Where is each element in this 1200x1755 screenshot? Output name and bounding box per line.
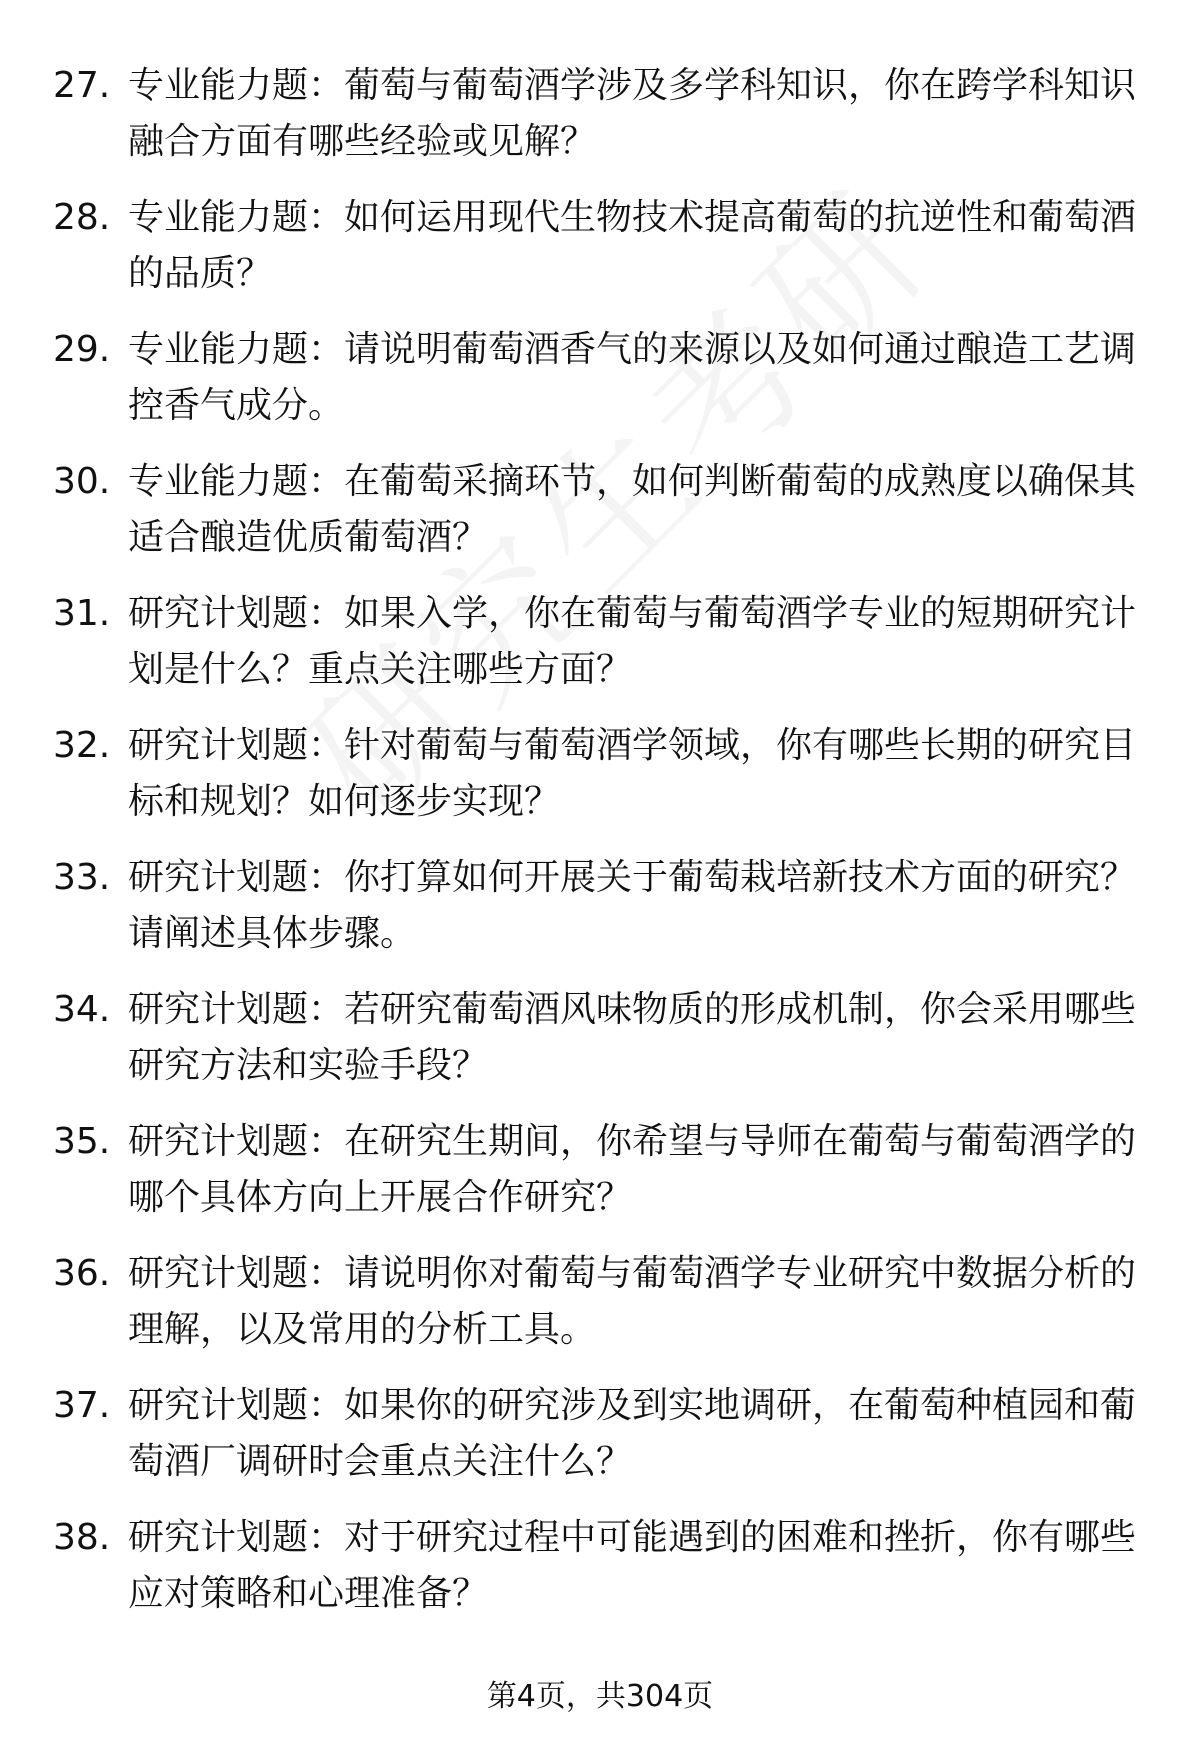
question-text-line: 请阐述具体步骤。 <box>128 913 417 954</box>
question-number: 38. <box>53 1517 111 1558</box>
question-number: 28. <box>53 197 111 238</box>
question-text-line: 研究计划题：你打算如何开展关于葡萄栽培新技术方面的研究？ <box>128 857 1137 898</box>
question-number: 30. <box>53 461 111 502</box>
question-item <box>0 1378 1200 1510</box>
question-text-line: 融合方面有哪些经验或见解？ <box>128 121 597 162</box>
page-number-footer: 第4页，共304页 <box>486 1679 714 1714</box>
question-text-line: 适合酿造优质葡萄酒？ <box>128 517 489 558</box>
question-text-line: 划是什么？重点关注哪些方面？ <box>128 649 633 690</box>
question-text-line: 研究计划题：在研究生期间，你希望与导师在葡萄与葡萄酒学的 <box>128 1121 1137 1162</box>
question-item <box>0 1114 1200 1246</box>
question-item <box>0 1510 1200 1642</box>
question-item <box>0 190 1200 322</box>
question-item <box>0 1246 1200 1378</box>
question-text-line: 研究计划题：针对葡萄与葡萄酒学领域，你有哪些长期的研究目 <box>128 725 1137 766</box>
question-number: 31. <box>53 593 111 634</box>
question-item <box>0 982 1200 1114</box>
question-number: 34. <box>53 989 111 1030</box>
question-text-line: 萄酒厂调研时会重点关注什么？ <box>128 1441 633 1482</box>
question-list <box>0 58 1200 1642</box>
question-item <box>0 718 1200 850</box>
question-text-line: 标和规划？如何逐步实现？ <box>128 781 561 822</box>
question-item <box>0 850 1200 982</box>
question-text-line: 研究计划题：请说明你对葡萄与葡萄酒学专业研究中数据分析的 <box>128 1253 1137 1294</box>
question-text-line: 研究方法和实验手段？ <box>128 1045 489 1086</box>
question-text-line: 理解，以及常用的分析工具。 <box>128 1309 597 1350</box>
question-text-line: 专业能力题：在葡萄采摘环节，如何判断葡萄的成熟度以确保其 <box>128 461 1137 502</box>
question-text-line: 研究计划题：若研究葡萄酒风味物质的形成机制，你会采用哪些 <box>128 989 1137 1030</box>
question-item <box>0 586 1200 718</box>
question-number: 33. <box>53 857 111 898</box>
question-text-line: 哪个具体方向上开展合作研究？ <box>128 1177 633 1218</box>
question-number: 37. <box>53 1385 111 1426</box>
question-text-line: 研究计划题：如果入学，你在葡萄与葡萄酒学专业的短期研究计 <box>128 593 1137 634</box>
question-number: 35. <box>53 1121 111 1162</box>
question-text-line: 专业能力题：如何运用现代生物技术提高葡萄的抗逆性和葡萄酒 <box>128 197 1137 238</box>
question-text-line: 应对策略和心理准备？ <box>128 1573 489 1614</box>
question-item <box>0 58 1200 190</box>
question-number: 32. <box>53 725 111 766</box>
question-number: 36. <box>53 1253 111 1294</box>
question-text-line: 专业能力题：葡萄与葡萄酒学涉及多学科知识，你在跨学科知识 <box>128 65 1137 106</box>
question-item <box>0 454 1200 586</box>
question-text-line: 专业能力题：请说明葡萄酒香气的来源以及如何通过酿造工艺调 <box>128 329 1137 370</box>
question-text-line: 研究计划题：如果你的研究涉及到实地调研，在葡萄种植园和葡 <box>128 1385 1137 1426</box>
question-number: 27. <box>53 65 111 106</box>
question-text-line: 的品质？ <box>128 253 273 294</box>
question-number: 29. <box>53 329 111 370</box>
question-text-line: 控香气成分。 <box>128 385 345 426</box>
question-text-line: 研究计划题：对于研究过程中可能遇到的困难和挫折，你有哪些 <box>128 1517 1137 1558</box>
question-item <box>0 322 1200 454</box>
